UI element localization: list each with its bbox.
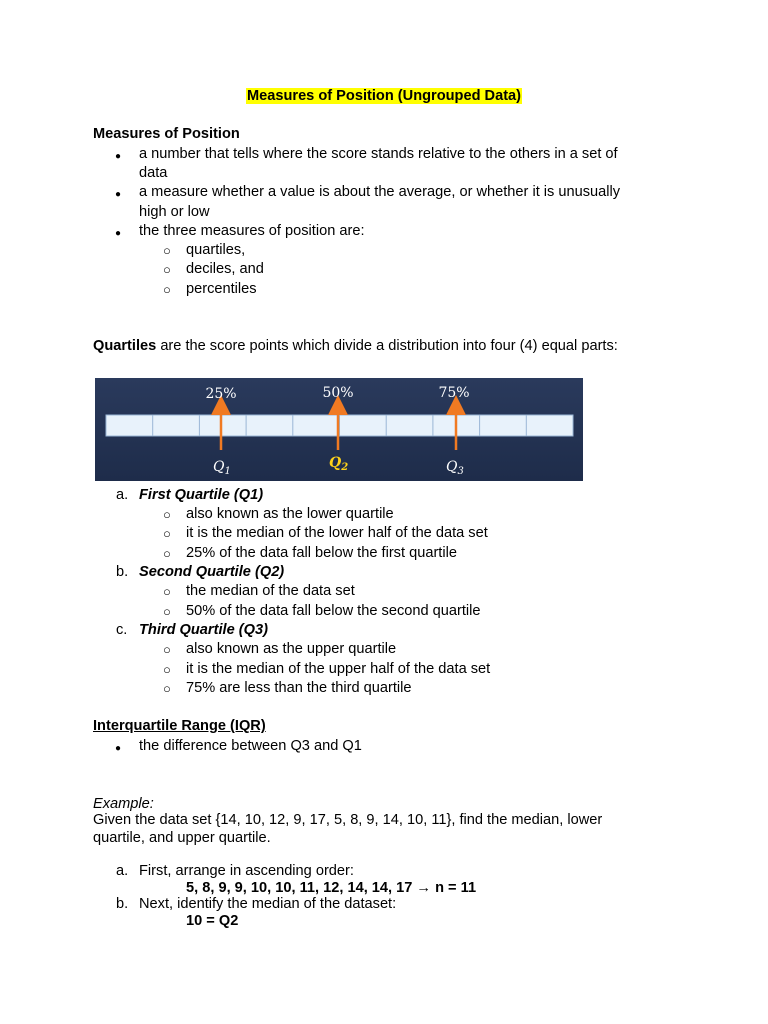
quartiles-definition: are the score points which divide a distribution into four (4) equal parts: <box>156 338 618 354</box>
sub-bullet-icon: ○ <box>163 584 171 599</box>
bullet-icon: ● <box>115 189 122 200</box>
list-item: 50% of the data fall below the second quartile <box>186 603 481 619</box>
bullet-text: a number that tells where the score stands relative to the others in a set of <box>139 146 618 162</box>
list-marker: b. <box>116 564 129 580</box>
step-answer: 10 = Q2 <box>186 913 239 929</box>
bullet-icon: ● <box>115 743 122 754</box>
quartile-diagram <box>95 378 583 481</box>
bullet-text-cont: data <box>139 165 168 181</box>
sub-bullet-icon: ○ <box>163 604 171 619</box>
sub-bullet-icon: ○ <box>163 546 171 561</box>
example-text-cont: quartile, and upper quartile. <box>93 830 271 846</box>
pct-label-50: 50% <box>322 385 354 401</box>
iqr-bullet-text: the difference between Q3 and Q1 <box>139 738 362 754</box>
pct-label-75: 75% <box>438 385 470 401</box>
bullet-icon: ● <box>115 228 122 239</box>
list-marker: a. <box>116 487 129 503</box>
quartiles-term: Quartiles <box>93 338 157 354</box>
sub-bullet-text: percentiles <box>186 281 257 297</box>
pct-label-25: 25% <box>205 386 237 402</box>
sub-bullet-icon: ○ <box>163 526 171 541</box>
sub-bullet-text: quartiles, <box>186 242 246 258</box>
list-item: 75% are less than the third quartile <box>186 680 412 696</box>
bullet-text: a measure whether a value is about the average, or whether it is unusually <box>139 184 621 200</box>
sub-bullet-icon: ○ <box>163 662 171 677</box>
sub-bullet-icon: ○ <box>163 507 171 522</box>
third-quartile-heading: Third Quartile (Q3) <box>139 622 268 638</box>
bullet-text: the three measures of position are: <box>139 223 365 239</box>
example-text: Given the data set {14, 10, 12, 9, 17, 5, 8, 9, 14, 10, 11}, find the median, lower <box>93 812 603 828</box>
list-item: it is the median of the upper half of the data set <box>186 661 491 677</box>
example-label: Example: <box>93 796 154 812</box>
step-text: Next, identify the median of the dataset: <box>139 896 397 912</box>
step-marker: a. <box>116 863 129 879</box>
sub-bullet-icon: ○ <box>163 642 171 657</box>
step-answer: 5, 8, 9, 9, 10, 10, 11, 12, 14, 14, 17 → n = 11 <box>186 880 477 896</box>
list-item: the median of the data set <box>186 583 355 599</box>
list-item: also known as the lower quartile <box>186 506 394 522</box>
sub-bullet-text: deciles, and <box>186 261 264 277</box>
step-text: First, arrange in ascending order: <box>139 863 354 879</box>
list-item: it is the median of the lower half of the data set <box>186 525 488 541</box>
q3-label: $Q_3$ <box>446 459 464 477</box>
q1-label: $Q_1$ <box>213 459 231 477</box>
page-title: Measures of Position (Ungrouped Data) <box>246 88 522 104</box>
quartile-diagram-svg <box>95 378 583 481</box>
list-item: also known as the upper quartile <box>186 641 397 657</box>
quartiles-intro <box>93 337 618 356</box>
second-quartile-heading: Second Quartile (Q2) <box>139 564 285 580</box>
sub-bullet-icon: ○ <box>163 681 171 696</box>
bullet-icon: ● <box>115 151 122 162</box>
q2-label: $Q_2$ <box>329 455 349 473</box>
list-marker: c. <box>116 622 128 638</box>
first-quartile-heading: First Quartile (Q1) <box>139 487 264 503</box>
sub-bullet-icon: ○ <box>163 243 171 258</box>
number-line <box>106 415 573 436</box>
bullet-text-cont: high or low <box>139 204 210 220</box>
sub-bullet-icon: ○ <box>163 262 171 277</box>
step-marker: b. <box>116 896 129 912</box>
section-heading-measures: Measures of Position <box>93 126 240 142</box>
list-item: 25% of the data fall below the first quartile <box>186 545 457 561</box>
iqr-heading: Interquartile Range (IQR) <box>93 718 266 734</box>
sub-bullet-icon: ○ <box>163 282 171 297</box>
